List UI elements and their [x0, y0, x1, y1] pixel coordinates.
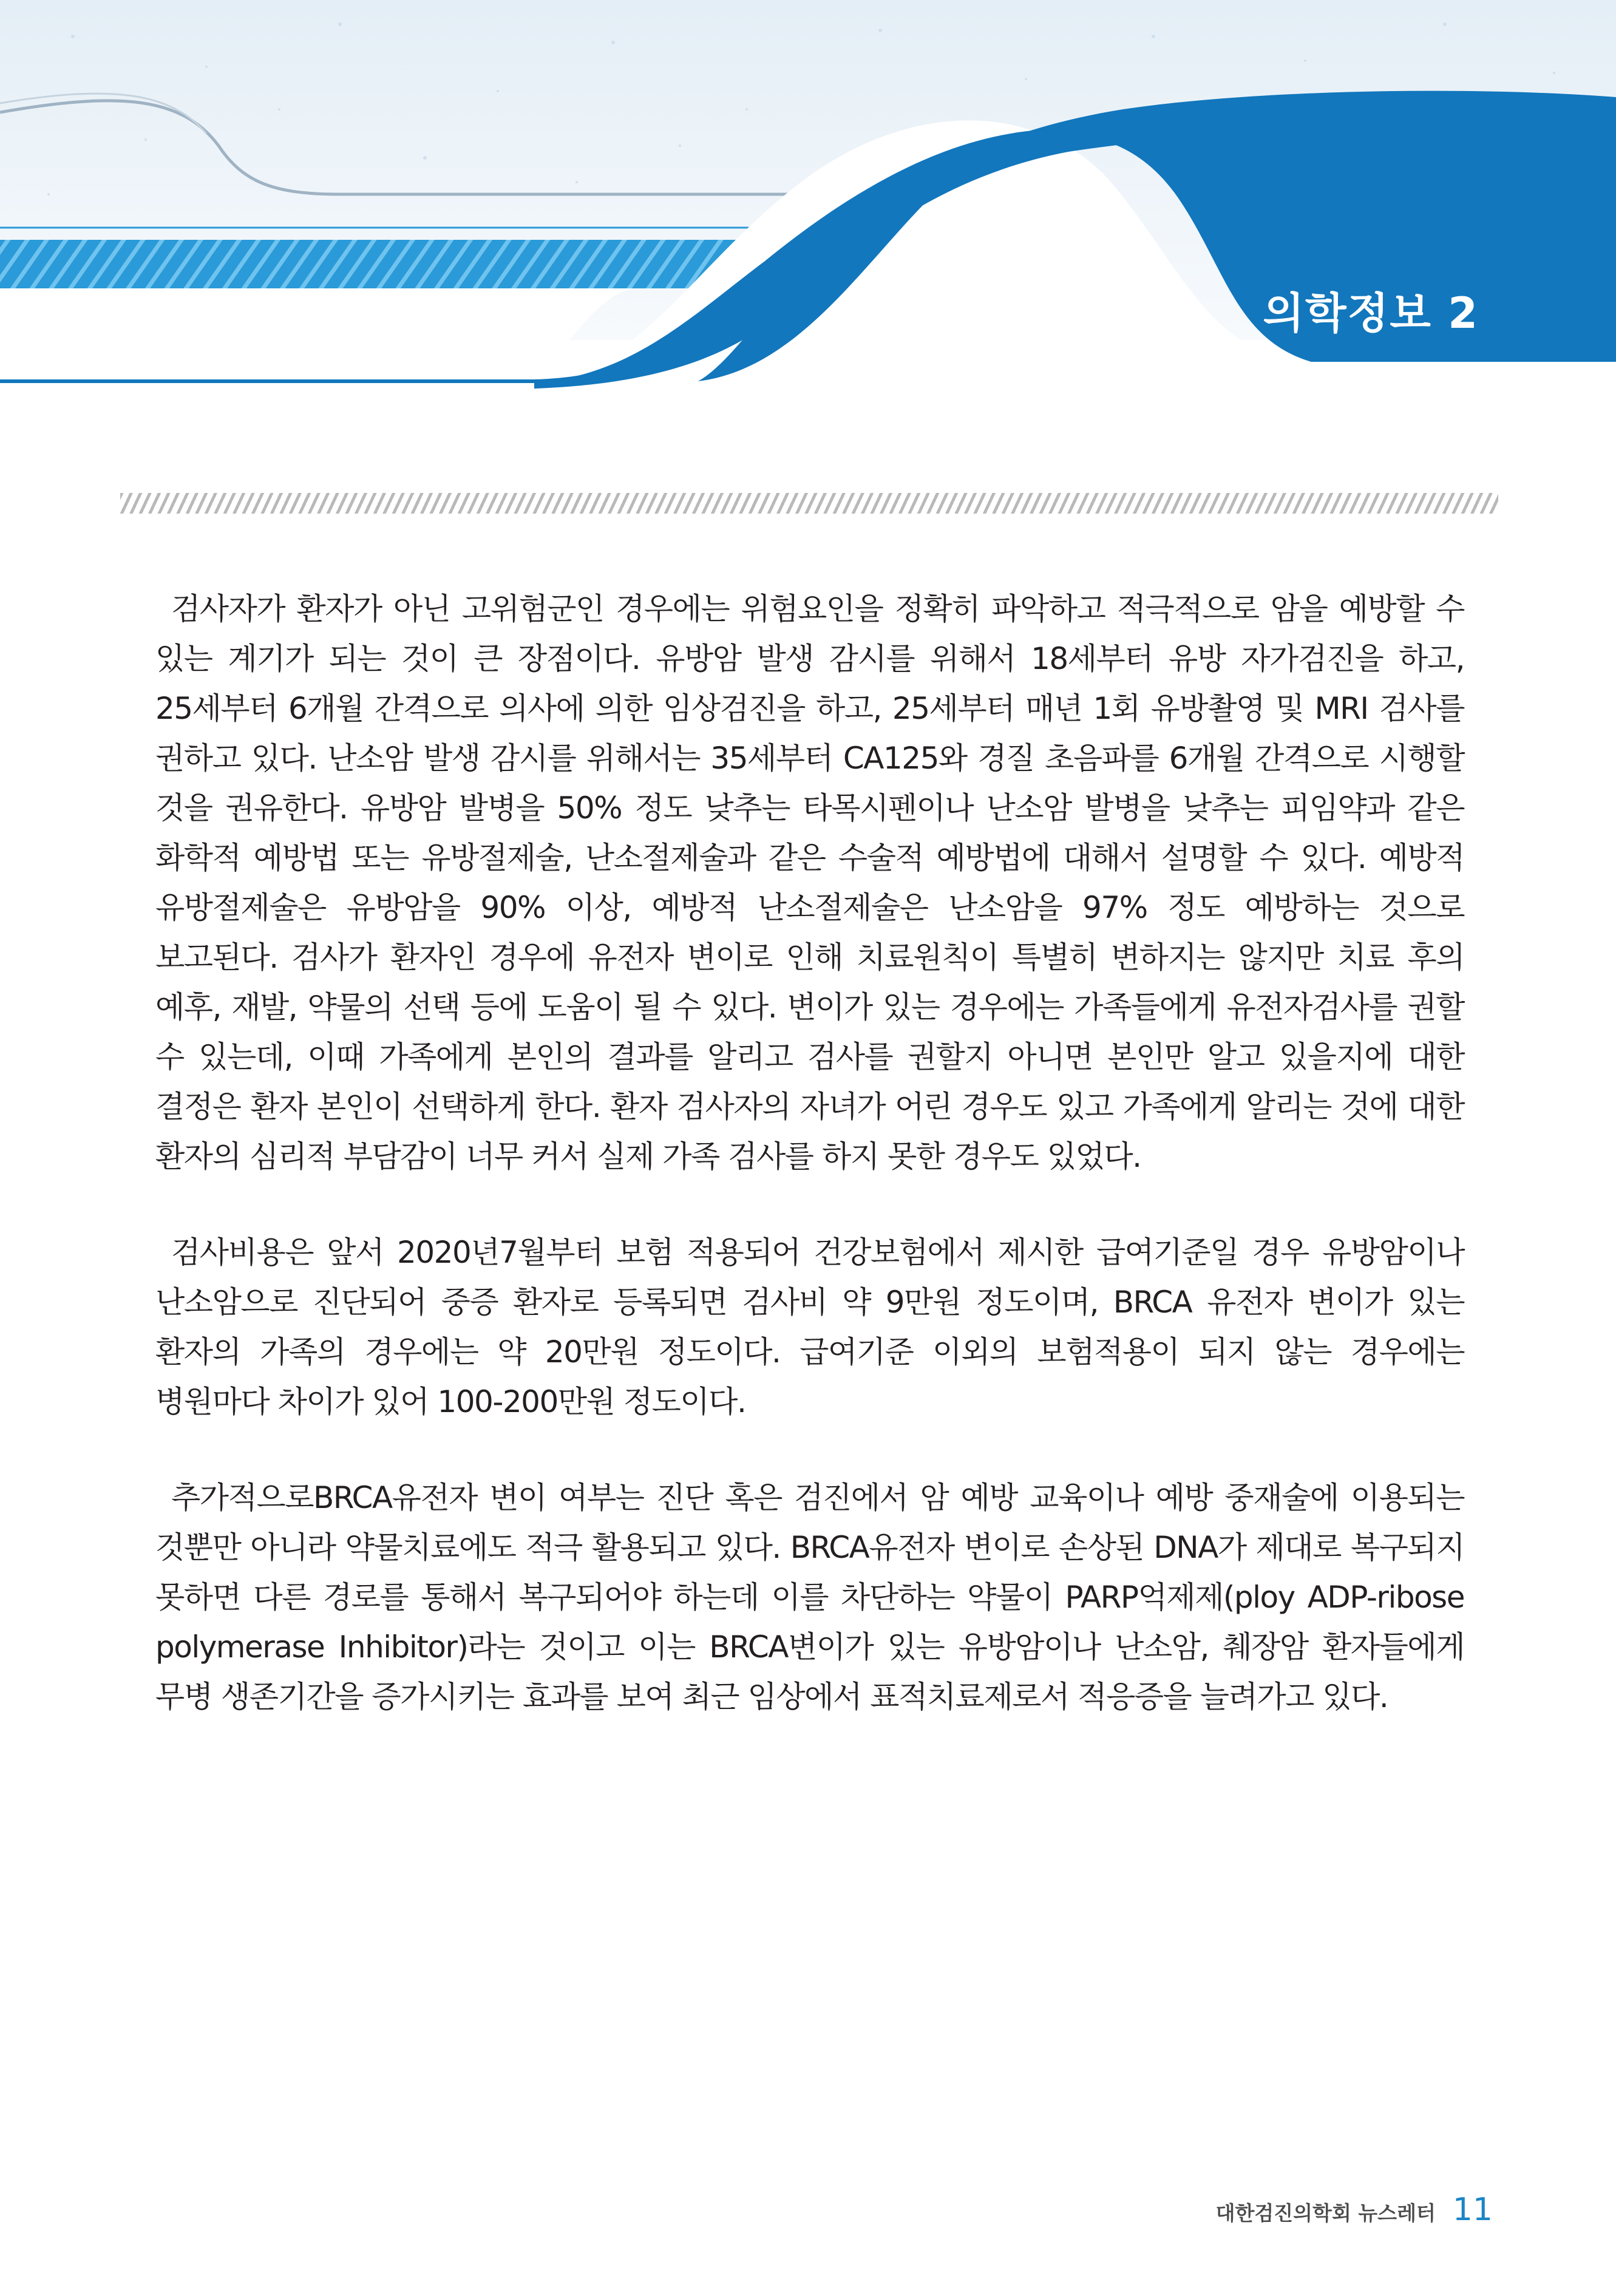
page-footer	[1216, 2192, 1493, 2228]
header-decoration	[0, 0, 1616, 401]
paragraph-genetic-surveillance: 검사자가 환자가 아닌 고위험군인 경우에는 위험요인을 정확히 파악하고 적극적으로 암을 예방할 수 있는 계기가 되는 것이 큰 장점이다. 유방암 발생 감시를 위해서 18세부터 유방 자가검진을 하고, 25세부터 6개월 간격으로 의사에 의한 임상검진을 하고, 25세부터 매년 1회 유방촬영 및 MRI 검사를 권하고 있다. 난소암 발생 감시를 위해서는 35세부터 CA125와 경질 초음파를 6개월 간격으로 시행할 것을 권유한다. 유방암 발병을 50% 정도 낮추는 타목시펜이나 난소암 발병을 낮추는 피임약과 같은 화학적 예방법 또는 유방절제술, 난소절제술과 같은 수술적 예방법에 대해서 설명할 수 있다. 예방적 유방절제술은 유방암을 90% 이상, 예방적 난소절제술은 난소암을 97% 정도 예방하는 것으로 보고된다. 검사가 환자인 경우에 유전자 변이로 인해 치료원칙이 특별히 변하지는 않지만 치료 후의 예후, 재발, 약물의 선택 등에 도움이 될 수 있다. 변이가 있는 경우에는 가족들에게 유전자검사를 권할 수 있는데, 이때 가족에게 본인의 결과를 알리고 검사를 권할지 아니면 본인만 알고 있을지에 대한 결정은 환자 본인이 선택하게 한다. 환자 검사자의 자녀가 어린 경우도 있고 가족에게 알리는 것에 대한 환자의 심리적 부담감이 너무 커서 실제 가족 검사를 하지 못한 경우도 있었다.	[155, 591, 1464, 1174]
article-body	[155, 584, 1464, 1768]
hatched-divider	[120, 493, 1498, 514]
publication-name: 대한검진의학회 뉴스레터	[1215, 2201, 1436, 2225]
white-wave-under-band	[0, 288, 631, 381]
section-title: 의학정보 2	[1263, 288, 1479, 338]
paragraph-test-cost: 검사비용은 앞서 2020년7월부터 보험 적용되어 건강보험에서 제시한 급여기준일 경우 유방암이나 난소암으로 진단되어 중증 환자로 등록되면 검사비 약 9만원 정도이며, BRCA 유전자 변이가 있는 환자의 가족의 경우에는 약 20만원 정도이다. 급여기준 이외의 보험적용이 되지 않는 경우에는 병원마다 차이가 있어 100-200만원 정도이다.	[155, 1235, 1464, 1419]
page-number: 11	[1452, 2192, 1493, 2228]
paragraph-parp-inhibitor: 추가적으로BRCA유전자 변이 여부는 진단 혹은 검진에서 암 예방 교육이나 예방 중재술에 이용되는 것뿐만 아니라 약물치료에도 적극 활용되고 있다. BRCA유전자 변이로 손상된 DNA가 제대로 복구되지 못하면 다른 경로를 통해서 복구되어야 하는데 이를 차단하는 약물이 PARP억제제(ploy ADP-ribose polymerase Inhibitor)라는 것이고 이는 BRCA변이가 있는 유방암이나 난소암, 췌장암 환자들에게 무병 생존기간을 증가시키는 효과를 보여 최근 임상에서 표적치료제로서 적응증을 늘려가고 있다.	[155, 1480, 1464, 1714]
